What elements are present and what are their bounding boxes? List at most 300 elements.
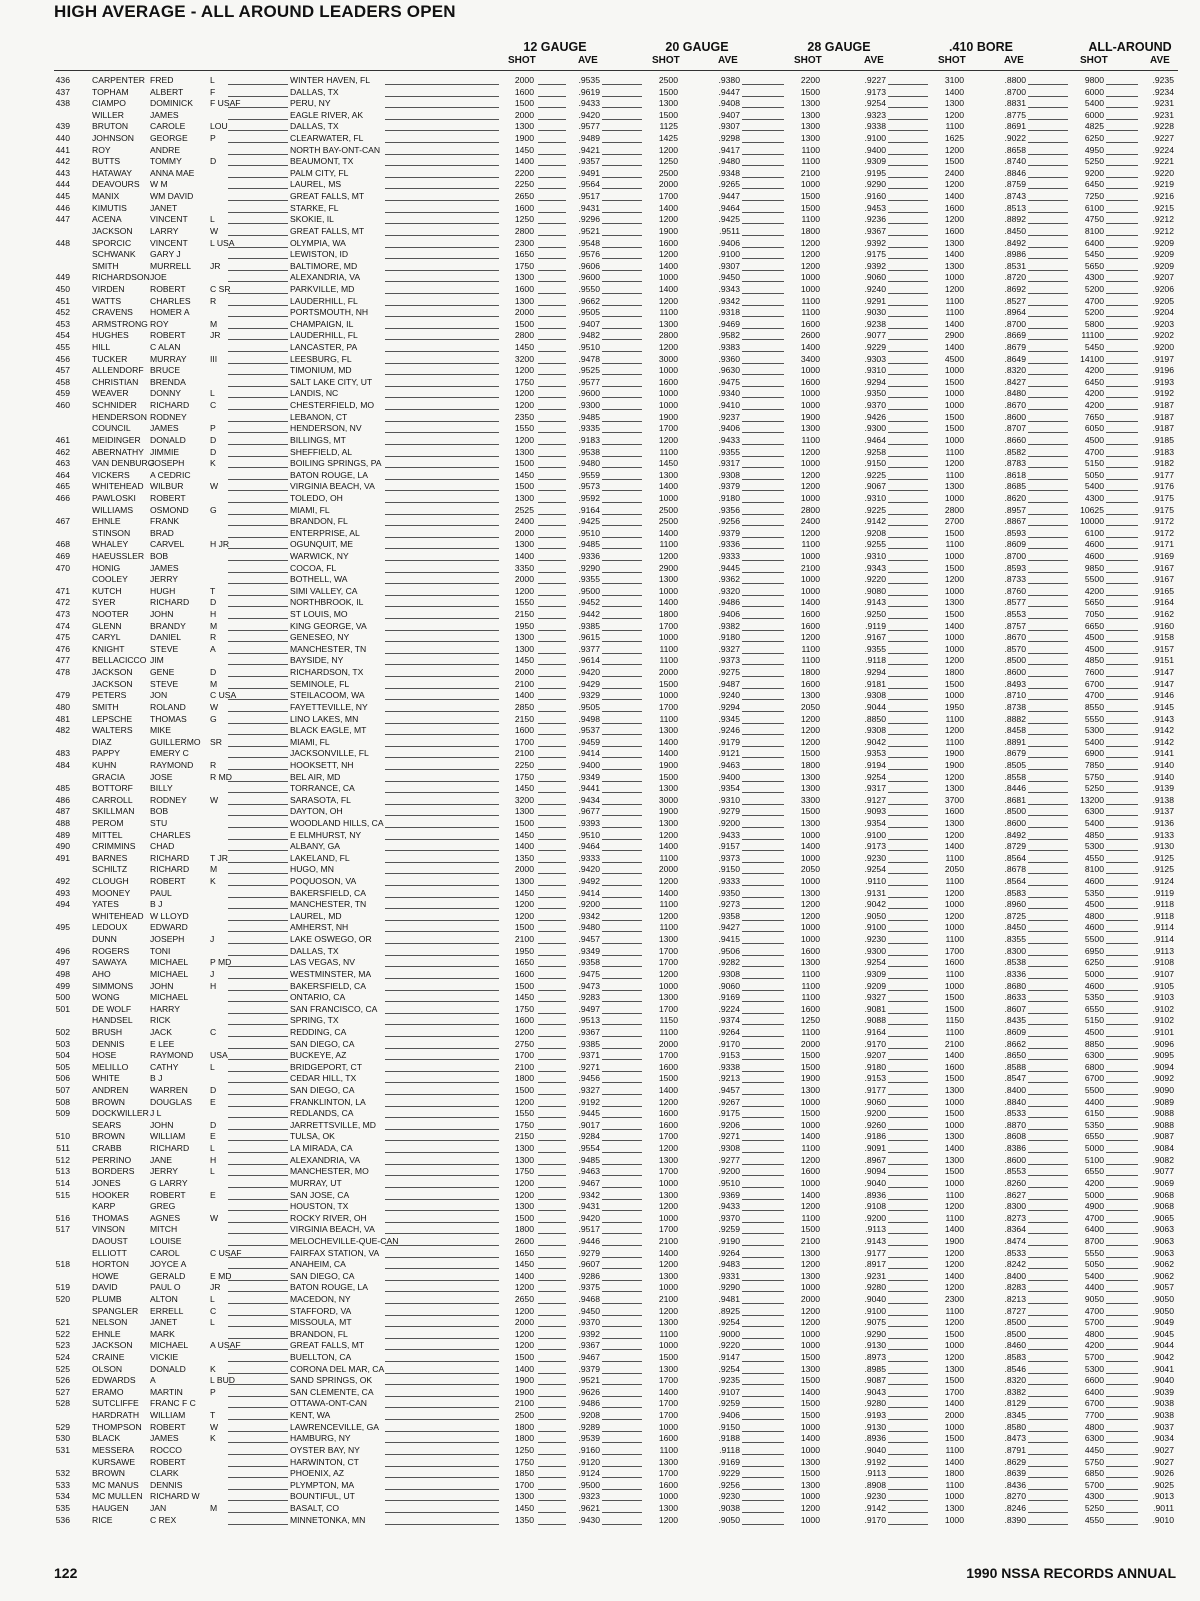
- leader-line: [385, 606, 499, 607]
- cell-last: DOCKWILLER: [92, 1108, 149, 1119]
- cell-first: ROBERT: [150, 876, 186, 887]
- cell-s12: 1600: [514, 725, 534, 736]
- cell-saa: 6450: [1084, 179, 1104, 190]
- leader-line: [602, 850, 642, 851]
- leader-line: [228, 188, 288, 189]
- cell-last: ROY: [92, 144, 111, 155]
- cell-last: LEPSCHE: [92, 713, 133, 724]
- leader-line: [1028, 653, 1068, 654]
- cell-suf: E: [210, 1189, 216, 1200]
- leader-line: [538, 444, 566, 445]
- cell-city: ST LOUIS, MO: [290, 609, 348, 620]
- cell-saa: 5050: [1084, 469, 1104, 480]
- leader-line: [1028, 200, 1068, 201]
- cell-s41: 1100: [945, 121, 964, 132]
- cell-city: CEDAR HILL, TX: [290, 1073, 357, 1084]
- leader-line: [538, 792, 566, 793]
- cell-s41: 1100: [945, 1305, 964, 1316]
- cell-s20: 1100: [659, 852, 678, 863]
- leader-line: [602, 1396, 642, 1397]
- cell-a41: .8492: [1004, 237, 1026, 248]
- cell-saa: 6700: [1084, 1398, 1104, 1409]
- leader-line: [1106, 1257, 1138, 1258]
- cell-suf: W: [210, 225, 219, 236]
- cell-first: ROY: [150, 318, 169, 329]
- leader-line: [602, 769, 642, 770]
- cell-s12: 2750: [514, 1038, 534, 1049]
- cell-last: EDWARDS: [92, 1375, 136, 1386]
- table-row: [0, 1457, 1200, 1469]
- cell-s28: 1200: [800, 481, 820, 492]
- cell-s28: 1400: [800, 342, 820, 353]
- leader-line: [602, 711, 642, 712]
- cell-suf: D: [210, 1085, 217, 1096]
- cell-saa: 4550: [1084, 852, 1104, 863]
- cell-saa: 5150: [1084, 1015, 1104, 1026]
- cell-a12: .9491: [578, 167, 600, 178]
- leader-line: [228, 757, 288, 758]
- cell-s41: 1500: [944, 1108, 964, 1119]
- leader-line: [602, 490, 642, 491]
- cell-rank: 475: [55, 632, 70, 643]
- cell-a28: .9040: [864, 1293, 886, 1304]
- table-row: [0, 1515, 1200, 1527]
- leader-line: [742, 1245, 784, 1246]
- cell-a12: .9441: [578, 783, 600, 794]
- cell-city: FAYETTEVILLE, NY: [290, 701, 368, 712]
- cell-s41: 1300: [944, 597, 964, 608]
- leader-line: [742, 223, 784, 224]
- cell-saa: 5800: [1084, 318, 1104, 329]
- cell-city: CHESTERFIELD, MO: [290, 400, 375, 411]
- leader-line: [1106, 258, 1138, 259]
- leader-line: [1028, 641, 1068, 642]
- leader-line: [228, 723, 288, 724]
- leader-line: [1106, 386, 1138, 387]
- cell-s12: 1200: [514, 365, 534, 376]
- leader-line: [1106, 293, 1138, 294]
- cell-suf: C SR: [210, 283, 231, 294]
- cell-rank: 456: [55, 353, 70, 364]
- cell-saa: 4600: [1084, 980, 1104, 991]
- cell-s41: 1300: [944, 98, 964, 109]
- cell-a28: .9338: [864, 121, 886, 132]
- cell-s41: 1200: [944, 771, 964, 782]
- cell-city: TOLEDO, OH: [290, 492, 343, 503]
- cell-a12: .9333: [578, 852, 600, 863]
- leader-line: [385, 421, 499, 422]
- leader-line: [385, 1384, 499, 1385]
- cell-s20: 1200: [658, 1201, 678, 1212]
- leader-line: [228, 676, 288, 677]
- cell-a28: .9100: [864, 829, 886, 840]
- cell-city: BOILING SPRINGS, PA: [290, 458, 382, 469]
- cell-rank: 460: [55, 400, 70, 411]
- leader-line: [1106, 1024, 1138, 1025]
- leader-line: [602, 502, 642, 503]
- cell-a20: .9169: [718, 992, 740, 1003]
- leader-line: [1106, 142, 1138, 143]
- cell-city: STAFFORD, VA: [290, 1305, 352, 1316]
- cell-s20: 1600: [658, 1433, 678, 1444]
- cell-s41: 1900: [944, 759, 964, 770]
- cell-a28: .9177: [864, 1085, 886, 1096]
- cell-s41: 1700: [944, 945, 964, 956]
- cell-s28: 1000: [800, 365, 820, 376]
- cell-s41: 1200: [944, 1259, 964, 1270]
- leader-line: [228, 548, 288, 549]
- cell-s12: 1600: [514, 283, 534, 294]
- cell-rank: 515: [55, 1189, 70, 1200]
- publication-name: 1990 NSSA RECORDS ANNUAL: [966, 1565, 1176, 1581]
- leader-line: [602, 316, 642, 317]
- leader-line: [385, 1349, 499, 1350]
- cell-a41: .8740: [1004, 156, 1026, 167]
- cell-a20: .9267: [718, 1096, 740, 1107]
- leader-line: [1106, 943, 1138, 944]
- cell-city: SAN DIEGO, CA: [290, 1085, 355, 1096]
- cell-city: LAKELAND, FL: [290, 852, 350, 863]
- cell-saa: 4700: [1084, 1212, 1104, 1223]
- cell-s41: 1500: [944, 992, 964, 1003]
- leader-line: [538, 107, 566, 108]
- cell-a41: .8564: [1004, 852, 1026, 863]
- cell-last: JACKSON: [92, 1340, 133, 1351]
- cell-s28: 1300: [800, 121, 820, 132]
- leader-line: [385, 525, 499, 526]
- leader-line: [742, 212, 784, 213]
- cell-saa: 6100: [1084, 202, 1104, 213]
- cell-a41: .8427: [1004, 376, 1026, 387]
- leader-line: [888, 827, 928, 828]
- cell-s28: 2100: [800, 562, 820, 573]
- leader-line: [888, 1349, 928, 1350]
- cell-s20: 1700: [658, 1166, 678, 1177]
- leader-line: [888, 328, 928, 329]
- cell-a20: .9259: [718, 1398, 740, 1409]
- leader-line: [602, 421, 642, 422]
- cell-a20: .9310: [718, 794, 740, 805]
- leader-line: [228, 467, 288, 468]
- leader-line: [385, 351, 499, 352]
- cell-aaa: .9038: [1152, 1410, 1174, 1421]
- cell-s12: 1300: [514, 876, 534, 887]
- cell-a12: .9335: [578, 423, 600, 434]
- table-row: [0, 1433, 1200, 1445]
- leader-line: [1106, 711, 1138, 712]
- cell-s28: 1000: [800, 179, 820, 190]
- leader-line: [385, 653, 499, 654]
- cell-a28: .9227: [864, 75, 886, 85]
- cell-a20: .9333: [718, 876, 740, 887]
- cell-s28: 1500: [800, 1468, 820, 1479]
- leader-line: [228, 897, 288, 898]
- cell-s28: 1100: [801, 1026, 820, 1037]
- cell-city: WARWICK, NY: [290, 550, 349, 561]
- leader-line: [1106, 688, 1138, 689]
- cell-s28: 1500: [800, 1352, 820, 1363]
- cell-first: FRANK: [150, 516, 180, 527]
- cell-aaa: .9125: [1152, 852, 1174, 863]
- cell-a28: .9291: [864, 295, 886, 306]
- cell-a20: .9487: [718, 678, 740, 689]
- leader-line: [602, 1454, 642, 1455]
- cell-last: HORTON: [92, 1259, 129, 1270]
- cell-first: GERALD: [150, 1270, 186, 1281]
- cell-a20: .9338: [718, 1061, 740, 1072]
- leader-line: [228, 781, 288, 782]
- cell-aaa: .9193: [1152, 376, 1174, 387]
- cell-a20: .9406: [718, 423, 740, 434]
- cell-s20: 1200: [658, 876, 678, 887]
- leader-line: [228, 1245, 288, 1246]
- cell-last: SYER: [92, 597, 116, 608]
- sub-shot-410: SHOT: [938, 55, 966, 66]
- leader-line: [1028, 1071, 1068, 1072]
- leader-line: [1028, 514, 1068, 515]
- cell-s41: 1500: [944, 156, 964, 167]
- cell-a28: .8967: [864, 1154, 886, 1165]
- table-row: [0, 1213, 1200, 1225]
- table-row: [0, 702, 1200, 714]
- cell-s12: 1300: [514, 1154, 534, 1165]
- cell-rank: 535: [55, 1502, 70, 1513]
- cell-a28: .9193: [864, 1410, 886, 1421]
- cell-a28: .9142: [864, 516, 886, 527]
- leader-line: [1028, 885, 1068, 886]
- cell-aaa: .9027: [1152, 1444, 1174, 1455]
- cell-first: RAYMOND: [150, 1050, 194, 1061]
- leader-line: [888, 1245, 928, 1246]
- leader-line: [742, 96, 784, 97]
- cell-s12: 1900: [514, 1386, 534, 1397]
- cell-city: GREAT FALLS, MT: [290, 191, 365, 202]
- cell-rank: 494: [55, 899, 70, 910]
- cell-rank: 473: [55, 609, 70, 620]
- table-row: [0, 981, 1200, 993]
- cell-aaa: .9041: [1152, 1363, 1174, 1374]
- leader-line: [1106, 1524, 1138, 1525]
- leader-line: [1028, 1094, 1068, 1095]
- leader-line: [742, 537, 784, 538]
- cell-suf: P: [210, 423, 216, 434]
- leader-line: [1028, 397, 1068, 398]
- leader-line: [228, 943, 288, 944]
- cell-s12: 1400: [514, 156, 534, 167]
- leader-line: [1028, 293, 1068, 294]
- leader-line: [888, 514, 928, 515]
- leader-line: [602, 1512, 642, 1513]
- cell-first: DONNY: [150, 388, 182, 399]
- leader-line: [385, 188, 499, 189]
- cell-a20: .9342: [718, 295, 740, 306]
- cell-last: WALTERS: [92, 725, 133, 736]
- leader-line: [742, 142, 784, 143]
- leader-line: [228, 1489, 288, 1490]
- leader-line: [602, 1175, 642, 1176]
- leader-line: [538, 270, 566, 271]
- cell-city: SAN FRANCISCO, CA: [290, 1003, 378, 1014]
- cell-s12: 2150: [514, 609, 534, 620]
- cell-last: BRUSH: [92, 1026, 123, 1037]
- cell-suf: L: [210, 388, 215, 399]
- cell-aaa: .9157: [1152, 643, 1174, 654]
- cell-a28: .9453: [864, 202, 886, 213]
- leader-line: [538, 305, 566, 306]
- leader-line: [228, 305, 288, 306]
- leader-line: [742, 955, 784, 956]
- cell-s41: 1200: [944, 214, 964, 225]
- cell-saa: 6800: [1084, 1061, 1104, 1072]
- leader-line: [1106, 1280, 1138, 1281]
- leader-line: [228, 1129, 288, 1130]
- cell-suf: H: [210, 980, 217, 991]
- table-row: [0, 1062, 1200, 1074]
- cell-s12: 1700: [514, 1050, 534, 1061]
- leader-line: [1028, 920, 1068, 921]
- leader-line: [228, 1477, 288, 1478]
- leader-line: [228, 1442, 288, 1443]
- table-row: [0, 145, 1200, 157]
- cell-first: BRUCE: [150, 365, 181, 376]
- leader-line: [538, 699, 566, 700]
- cell-s12: 2100: [514, 1061, 534, 1072]
- leader-line: [602, 1164, 642, 1165]
- leader-line: [385, 1489, 499, 1490]
- cell-a41: .8450: [1004, 922, 1026, 933]
- cell-suf: E: [210, 1131, 216, 1142]
- leader-line: [742, 1442, 784, 1443]
- cell-aaa: .9142: [1152, 725, 1174, 736]
- leader-line: [888, 618, 928, 619]
- cell-city: DALLAS, TX: [290, 86, 339, 97]
- cell-aaa: .9200: [1152, 342, 1174, 353]
- cell-city: HUGO, MN: [290, 864, 334, 875]
- cell-city: BRANDON, FL: [290, 516, 348, 527]
- cell-s28: 1000: [800, 934, 820, 945]
- cell-aaa: .9147: [1152, 678, 1174, 689]
- cell-s41: 1100: [945, 1479, 964, 1490]
- cell-s28: 1200: [800, 1259, 820, 1270]
- table-row: [0, 342, 1200, 354]
- cell-a28: .9180: [864, 1061, 886, 1072]
- cell-last: SAWAYA: [92, 957, 127, 968]
- cell-s28: 1200: [800, 1317, 820, 1328]
- leader-line: [1106, 641, 1138, 642]
- cell-a12: .9284: [578, 1131, 600, 1142]
- cell-a20: .9582: [718, 330, 740, 341]
- cell-a41: .8960: [1004, 899, 1026, 910]
- leader-line: [1106, 1431, 1138, 1432]
- leader-line: [888, 316, 928, 317]
- cell-a28: .9400: [864, 144, 886, 155]
- cell-a41: .8300: [1004, 1201, 1026, 1212]
- cell-s20: 1600: [658, 237, 678, 248]
- leader-line: [1028, 688, 1068, 689]
- cell-a20: .9331: [718, 1270, 740, 1281]
- leader-line: [1106, 1407, 1138, 1408]
- cell-first: B J: [150, 899, 163, 910]
- cell-s12: 1200: [514, 1340, 534, 1351]
- leader-line: [602, 1152, 642, 1153]
- cell-aaa: .9203: [1152, 318, 1174, 329]
- cell-s20: 1200: [658, 249, 678, 260]
- cell-s28: 1000: [800, 1328, 820, 1339]
- leader-line: [742, 839, 784, 840]
- cell-first: ROBERT: [150, 330, 186, 341]
- cell-a28: .9118: [865, 655, 886, 666]
- leader-line: [602, 641, 642, 642]
- leader-line: [742, 432, 784, 433]
- leader-line: [888, 1268, 928, 1269]
- cell-rank: 516: [55, 1212, 70, 1223]
- cell-suf: J: [210, 968, 215, 979]
- leader-line: [385, 467, 499, 468]
- leader-line: [228, 583, 288, 584]
- leader-line: [385, 781, 499, 782]
- cell-a12: .9429: [578, 678, 600, 689]
- cell-a12: .9445: [578, 1108, 600, 1119]
- cell-rank: 512: [55, 1154, 70, 1165]
- cell-last: KUHN: [92, 759, 117, 770]
- cell-saa: 9850: [1084, 562, 1104, 573]
- leader-line: [1106, 1001, 1138, 1002]
- cell-s28: 2000: [800, 1038, 820, 1049]
- cell-s41: 1500: [944, 1003, 964, 1014]
- cell-aaa: .9219: [1152, 179, 1174, 190]
- leader-line: [602, 618, 642, 619]
- cell-a20: .9307: [718, 260, 740, 271]
- leader-line: [742, 409, 784, 410]
- cell-s41: 1500: [944, 1375, 964, 1386]
- cell-city: LAUREL, MD: [290, 910, 342, 921]
- table-row: [0, 249, 1200, 261]
- leader-line: [602, 1117, 642, 1118]
- cell-a28: .8908: [864, 1479, 886, 1490]
- cell-a20: .9264: [718, 1026, 740, 1037]
- cell-last: HAUGEN: [92, 1502, 129, 1513]
- cell-s12: 1300: [514, 632, 534, 643]
- cell-a41: .8300: [1004, 945, 1026, 956]
- cell-a41: .8720: [1004, 272, 1026, 283]
- leader-line: [742, 1013, 784, 1014]
- leader-line: [1106, 1140, 1138, 1141]
- cell-a20: .9000: [718, 1328, 740, 1339]
- cell-s28: 1200: [800, 237, 820, 248]
- leader-line: [888, 1082, 928, 1083]
- cell-aaa: .9140: [1152, 759, 1174, 770]
- leader-line: [228, 1094, 288, 1095]
- leader-line: [888, 955, 928, 956]
- cell-first: JOHN: [150, 1119, 174, 1130]
- leader-line: [538, 537, 566, 538]
- cell-suf: D: [210, 434, 217, 445]
- cell-s20: 1600: [658, 1119, 678, 1130]
- cell-s12: 1200: [514, 1026, 534, 1037]
- cell-first: ROBERT: [150, 1189, 186, 1200]
- cell-s28: 1600: [800, 609, 820, 620]
- leader-line: [888, 1094, 928, 1095]
- cell-s20: 1100: [659, 655, 678, 666]
- leader-line: [1106, 165, 1138, 166]
- leader-line: [602, 1349, 642, 1350]
- leader-line: [385, 212, 499, 213]
- leader-line: [742, 931, 784, 932]
- leader-line: [385, 1199, 499, 1200]
- cell-a12: .9510: [578, 342, 600, 353]
- cell-rank: 483: [55, 748, 70, 759]
- cell-a20: .9100: [718, 249, 740, 260]
